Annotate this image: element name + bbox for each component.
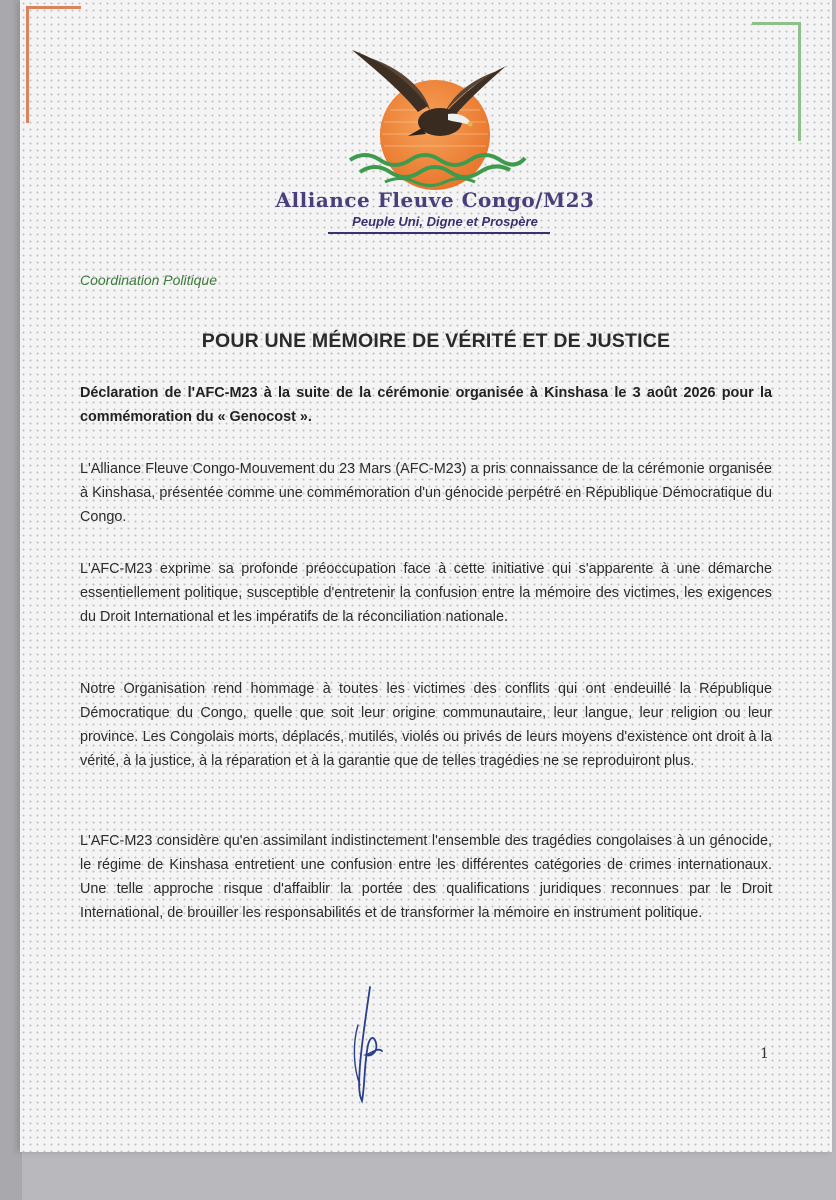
corner-mark-right	[752, 22, 801, 141]
paragraph-4: L'AFC-M23 considère qu'en assimilant indistinctement l'ensemble des tragédies congolaises à un génocide, le régime de Kinshasa entretient une confusion entre les différentes catégories de crimes internationaux. Une telle approche risque d'affaiblir la portée des qualifications juridiques reconnues par le Droit International, de brouiller les responsabilités et de transformer la mémoire en instrument politique.	[80, 833, 772, 921]
corner-mark-left	[26, 6, 81, 123]
eagle-sun-waves-logo	[330, 40, 540, 190]
declaration-subtitle: Déclaration de l'AFC-M23 à la suite de la cérémonie organisée à Kinshasa le 3 août 2026 pour la commémoration du « Genocost ».	[80, 385, 772, 425]
motto-underline	[328, 232, 550, 234]
page-number: 1	[760, 1046, 769, 1062]
document-title: POUR UNE MÉMOIRE DE VÉRITÉ ET DE JUSTICE	[201, 330, 671, 352]
handwritten-signature	[340, 985, 390, 1105]
background-edge	[0, 0, 22, 1200]
paragraph-2: L'AFC-M23 exprime sa profonde préoccupation face à cette initiative qui s'apparente à une démarche essentiellement politique, susceptible d'entretenir la confusion entre la mémoire des victimes, les exigences du Droit International et les impératifs de la réconciliation nationale.	[80, 561, 772, 625]
organization-motto: Peuple Uni, Digne et Prospère	[352, 214, 538, 229]
paragraph-3: Notre Organisation rend hommage à toutes les victimes des conflits qui ont endeuillé la République Démocratique du Congo, quelle que soit leur origine communautaire, leur langue, leur religion ou leur province. Les Congolais morts, déplacés, mutilés, violés ou privés de leurs moyens d'existence ont droit à la vérité, à la justice, à la réparation et à la garantie que de telles tragédies ne se reproduiront plus.	[80, 681, 772, 769]
paragraph-1: L'Alliance Fleuve Congo-Mouvement du 23 Mars (AFC-M23) a pris connaissance de la cérémonie organisée à Kinshasa, présentée comme une commémoration d'un génocide perpétré en République Démocratique du Congo.	[80, 461, 772, 525]
organization-name: Alliance Fleuve Congo/M23	[275, 188, 595, 212]
section-label: Coordination Politique	[80, 272, 217, 288]
